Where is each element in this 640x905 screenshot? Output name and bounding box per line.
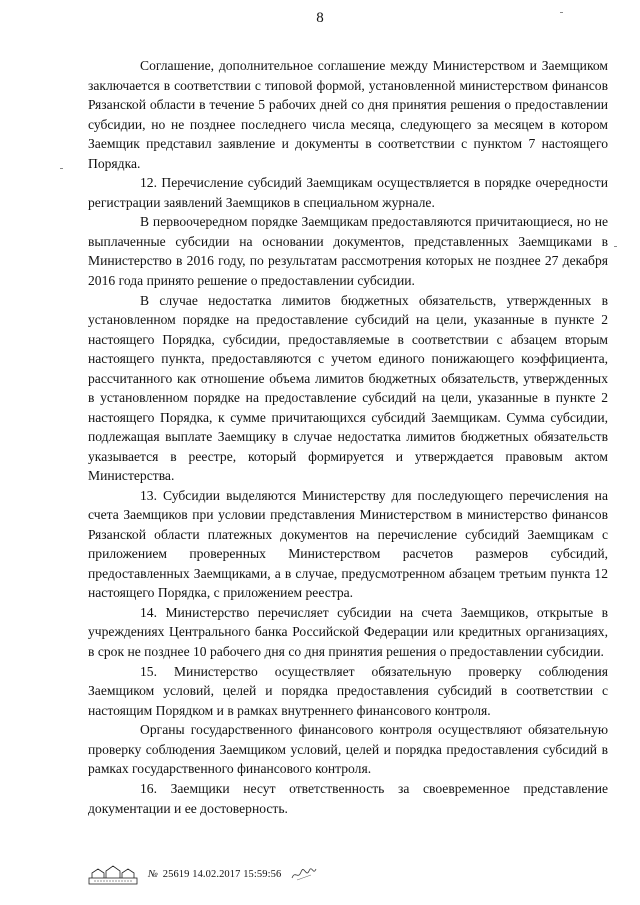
scan-speck xyxy=(614,246,617,247)
signature-icon xyxy=(291,866,317,882)
registry-stamp-icon xyxy=(88,863,138,885)
paragraph-12: 12. Перечисление субсидий Заемщикам осуществляется в порядке очередности регистрации заявлений Заемщиков в специальном журнале. xyxy=(88,175,608,210)
paragraph-13: 13. Субсидии выделяются Министерству для последующего перечисления на счета Заемщиков при условии представления Министерством в министерство финансов Рязанской области платежных документов на перечисление субсидий Заемщикам с приложением проверенных Министерством расчетов размеров субсидий, предоставленных Заемщиками, а в случае, предусмотренном абзацем третьим пункта 12 настоящего Порядка, с приложением реестра. xyxy=(88,487,608,601)
paragraph-15: 15. Министерство осуществляет обязательную проверку соблюдения Заемщиком условий, целей и порядка предоставления субсидий в соответствии с настоящим Порядком и в рамках внутреннего финансового контроля. xyxy=(88,663,608,718)
scan-speck xyxy=(560,12,563,13)
registration-details: 25619 14.02.2017 15:59:56 xyxy=(162,868,282,880)
scan-speck xyxy=(60,168,63,169)
paragraph-priority: В первоочередном порядке Заемщикам предоставляются причитающиеся, но не выплаченные субсидии на основании документов, представленных Заемщиками в Министерство в 2016 году, по результатам рассмотрения которых не позднее 27 декабря 2016 года принято решение о предоставлении субсидии. xyxy=(88,214,608,288)
paragraph-14: 14. Министерство перечисляет субсидии на счета Заемщиков, открытые в учреждениях Центрального банка Российской Федерации или кредитных организациях, в срок не позднее 10 рабочего дня со дня принятия решения о предоставлении субсидии. xyxy=(88,604,608,659)
page-number: 8 xyxy=(316,10,324,26)
number-sign: № xyxy=(148,868,159,880)
paragraph-limits: В случае недостатка лимитов бюджетных обязательств, утвержденных в установленном порядке на предоставление субсидий на цели, указанные в пункте 2 настоящего Порядка, субсидии, предоставляемые в соответствии с абзацем вторым настоящего пункта, предоставляются с учетом единого понижающего коэффициента, рассчитанного как отношение объема лимитов бюджетных обязательств, утвержденных в установленном порядке на предоставление субсидий на цели, указанные в пункте 2 настоящего Порядка, к сумме причитающихся субсидий Заемщикам. Сумма субсидии, подлежащая выплате Заемщику в случае недостатка лимитов бюджетных обязательств указывается в реестре, который формируется и утверждается правовым актом Министерства. xyxy=(88,292,608,484)
paragraph-16: 16. Заемщики несут ответственность за своевременное представление документации и ее достоверность. xyxy=(88,781,608,816)
document-body xyxy=(88,56,608,818)
paragraph-control-bodies: Органы государственного финансового контроля осуществляют обязательную проверку соблюдения Заемщиком условий, целей и порядка предоставления субсидий в рамках государственного финансового контроля. xyxy=(88,722,608,777)
registration-stamp-text xyxy=(148,869,281,880)
registration-footer xyxy=(88,862,317,886)
paragraph-agreement: Соглашение, дополнительное соглашение между Министерством и Заемщиком заключается в соответствии с типовой формой, установленной министерством финансов Рязанской области в течение 5 рабочих дней со дня принятия решения о предоставлении субсидии, но не позднее последнего числа месяца, следующего за месяцем в котором Заемщик представил заявление и документы в соответствии с пунктом 7 настоящего Порядка. xyxy=(88,58,608,171)
